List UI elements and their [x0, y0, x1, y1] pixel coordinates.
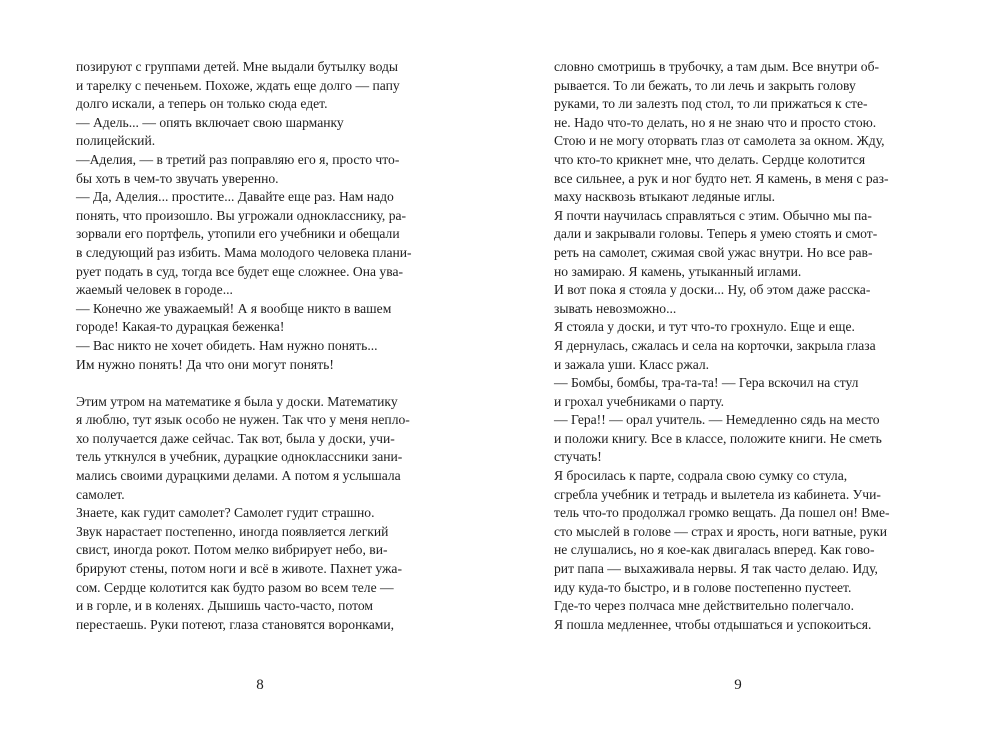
paragraph: И вот пока я стояла у доски... Ну, об этом даже расска- зывать невозможно... [554, 282, 871, 316]
paragraph: — Гера!! — орал учитель. — Немедленно сядь на место и положи книгу. Все в классе, положите книги. Не сметь стучать! [554, 412, 882, 465]
paragraph: — Конечно же уважаемый! А я вообще никто в вашем городе! Какая-то дурацкая беженка! [76, 300, 392, 335]
page-number-right: 9 [734, 677, 742, 693]
paragraph: — Бомбы, бомбы, тра-та-та! — Гера вскочил на стул и грохал учебниками о парту. [554, 375, 859, 409]
paragraph: Где-то через полчаса мне действительно полегчало. Я пошла медленнее, чтобы отдышаться и успокоиться. [554, 598, 872, 632]
paragraph: Я почти научилась справляться с этим. Обычно мы па- дали и закрывали головы. Теперь я умею стоять и смот- реть на самолет, сжимая свой ужас внутри. Но все рав- но замираю. Я камень, утыканный иглами. [554, 207, 878, 279]
paragraph: Я стояла у доски, и тут что-то грохнуло. Еще и еще. Я дернулась, сжалась и села на корточки, закрыла глаза и зажала уши. Класс ржал. [554, 319, 876, 372]
paragraph: — Адель... — опять включает свою шарманку полицейский. [76, 114, 344, 149]
paragraph: позируют с группами детей. Мне выдали бутылку воды и тарелку с печеньем. Похоже, ждать еще долго — папу долго искали, а теперь он только сюда едет. [76, 59, 400, 112]
paragraph: — Вас никто не хочет обидеть. Нам нужно понять... [76, 337, 378, 353]
paragraph: Я бросилась к парте, содрала свою сумку со стула, сгребла учебник и тетрадь и вылетела из кабинета. Учи- тель что-то продолжал громко вещать. Да пошел он! Вме- сто мыслей в голове — страх и ярость, ноги ватные, руки не слушались, но я кое-как двигалась вперед. Как гово- рит папа — выхаживала нервы. Я так часто делаю. Иду, иду куда-то быстро, и в голове постепенно пустеет. [554, 468, 890, 595]
paragraph: — Да, Аделия... простите... Давайте еще раз. Нам надо понять, что произошло. Вы угрожали однокласснику, ра- зорвали его портфель, утопили его учебники и обещали в следующий раз избить. Мама молодого человека плани- рует подать в суд, тогда все будет еще сложнее. Она ува- жаемый человек в городе... [76, 189, 412, 298]
paragraph: Знаете, как гудит самолет? Самолет гудит страшно. Звук нарастает постепенно, иногда появляется легкий свист, иногда рокот. Потом мелко вибрирует небо, ви- брируют стены, потом ноги и всё в животе. Пахнет ужа- сом. Сердце колотится как будто разом во всем теле — и в горле, и в коленях. Дышишь часто-часто, потом перестаешь. Руки потеют, глаза становятся воронками, [76, 505, 402, 632]
page-number-left: 8 [256, 677, 264, 693]
right-page [554, 58, 928, 668]
section-break [76, 374, 448, 393]
paragraph: Им нужно понять! Да что они могут понять! [76, 356, 334, 372]
paragraph: —Аделия, — в третий раз поправляю его я, просто что- бы хоть в чем-то звучать уверенно. [76, 151, 400, 186]
paragraph: Этим утром на математике я была у доски. Математику я люблю, тут язык особо не нужен. Так что у меня непло- хо получается даже сейчас. Так вот, была у доски, учи- тель уткнулся в учебник, дурацкие одноклассники зани- мались своими дурацкими делами. А потом я услышала самолет. [76, 393, 410, 502]
left-page [76, 58, 448, 668]
paragraph: словно смотришь в трубочку, а там дым. Все внутри об- рывается. То ли бежать, то ли лечь и закрыть голову руками, то ли залезть под стол, то ли прижаться к сте- не. Надо что-то делать, но я не знаю что и просто стою. Стою и не могу оторвать глаз от самолета за окном. Жду, что кто-то крикнет мне, что делать. Сердце колотится все сильнее, а рук и ног будто нет. Я камень, в меня с раз- маху насквозь втыкают ледяные иглы. [554, 59, 889, 205]
